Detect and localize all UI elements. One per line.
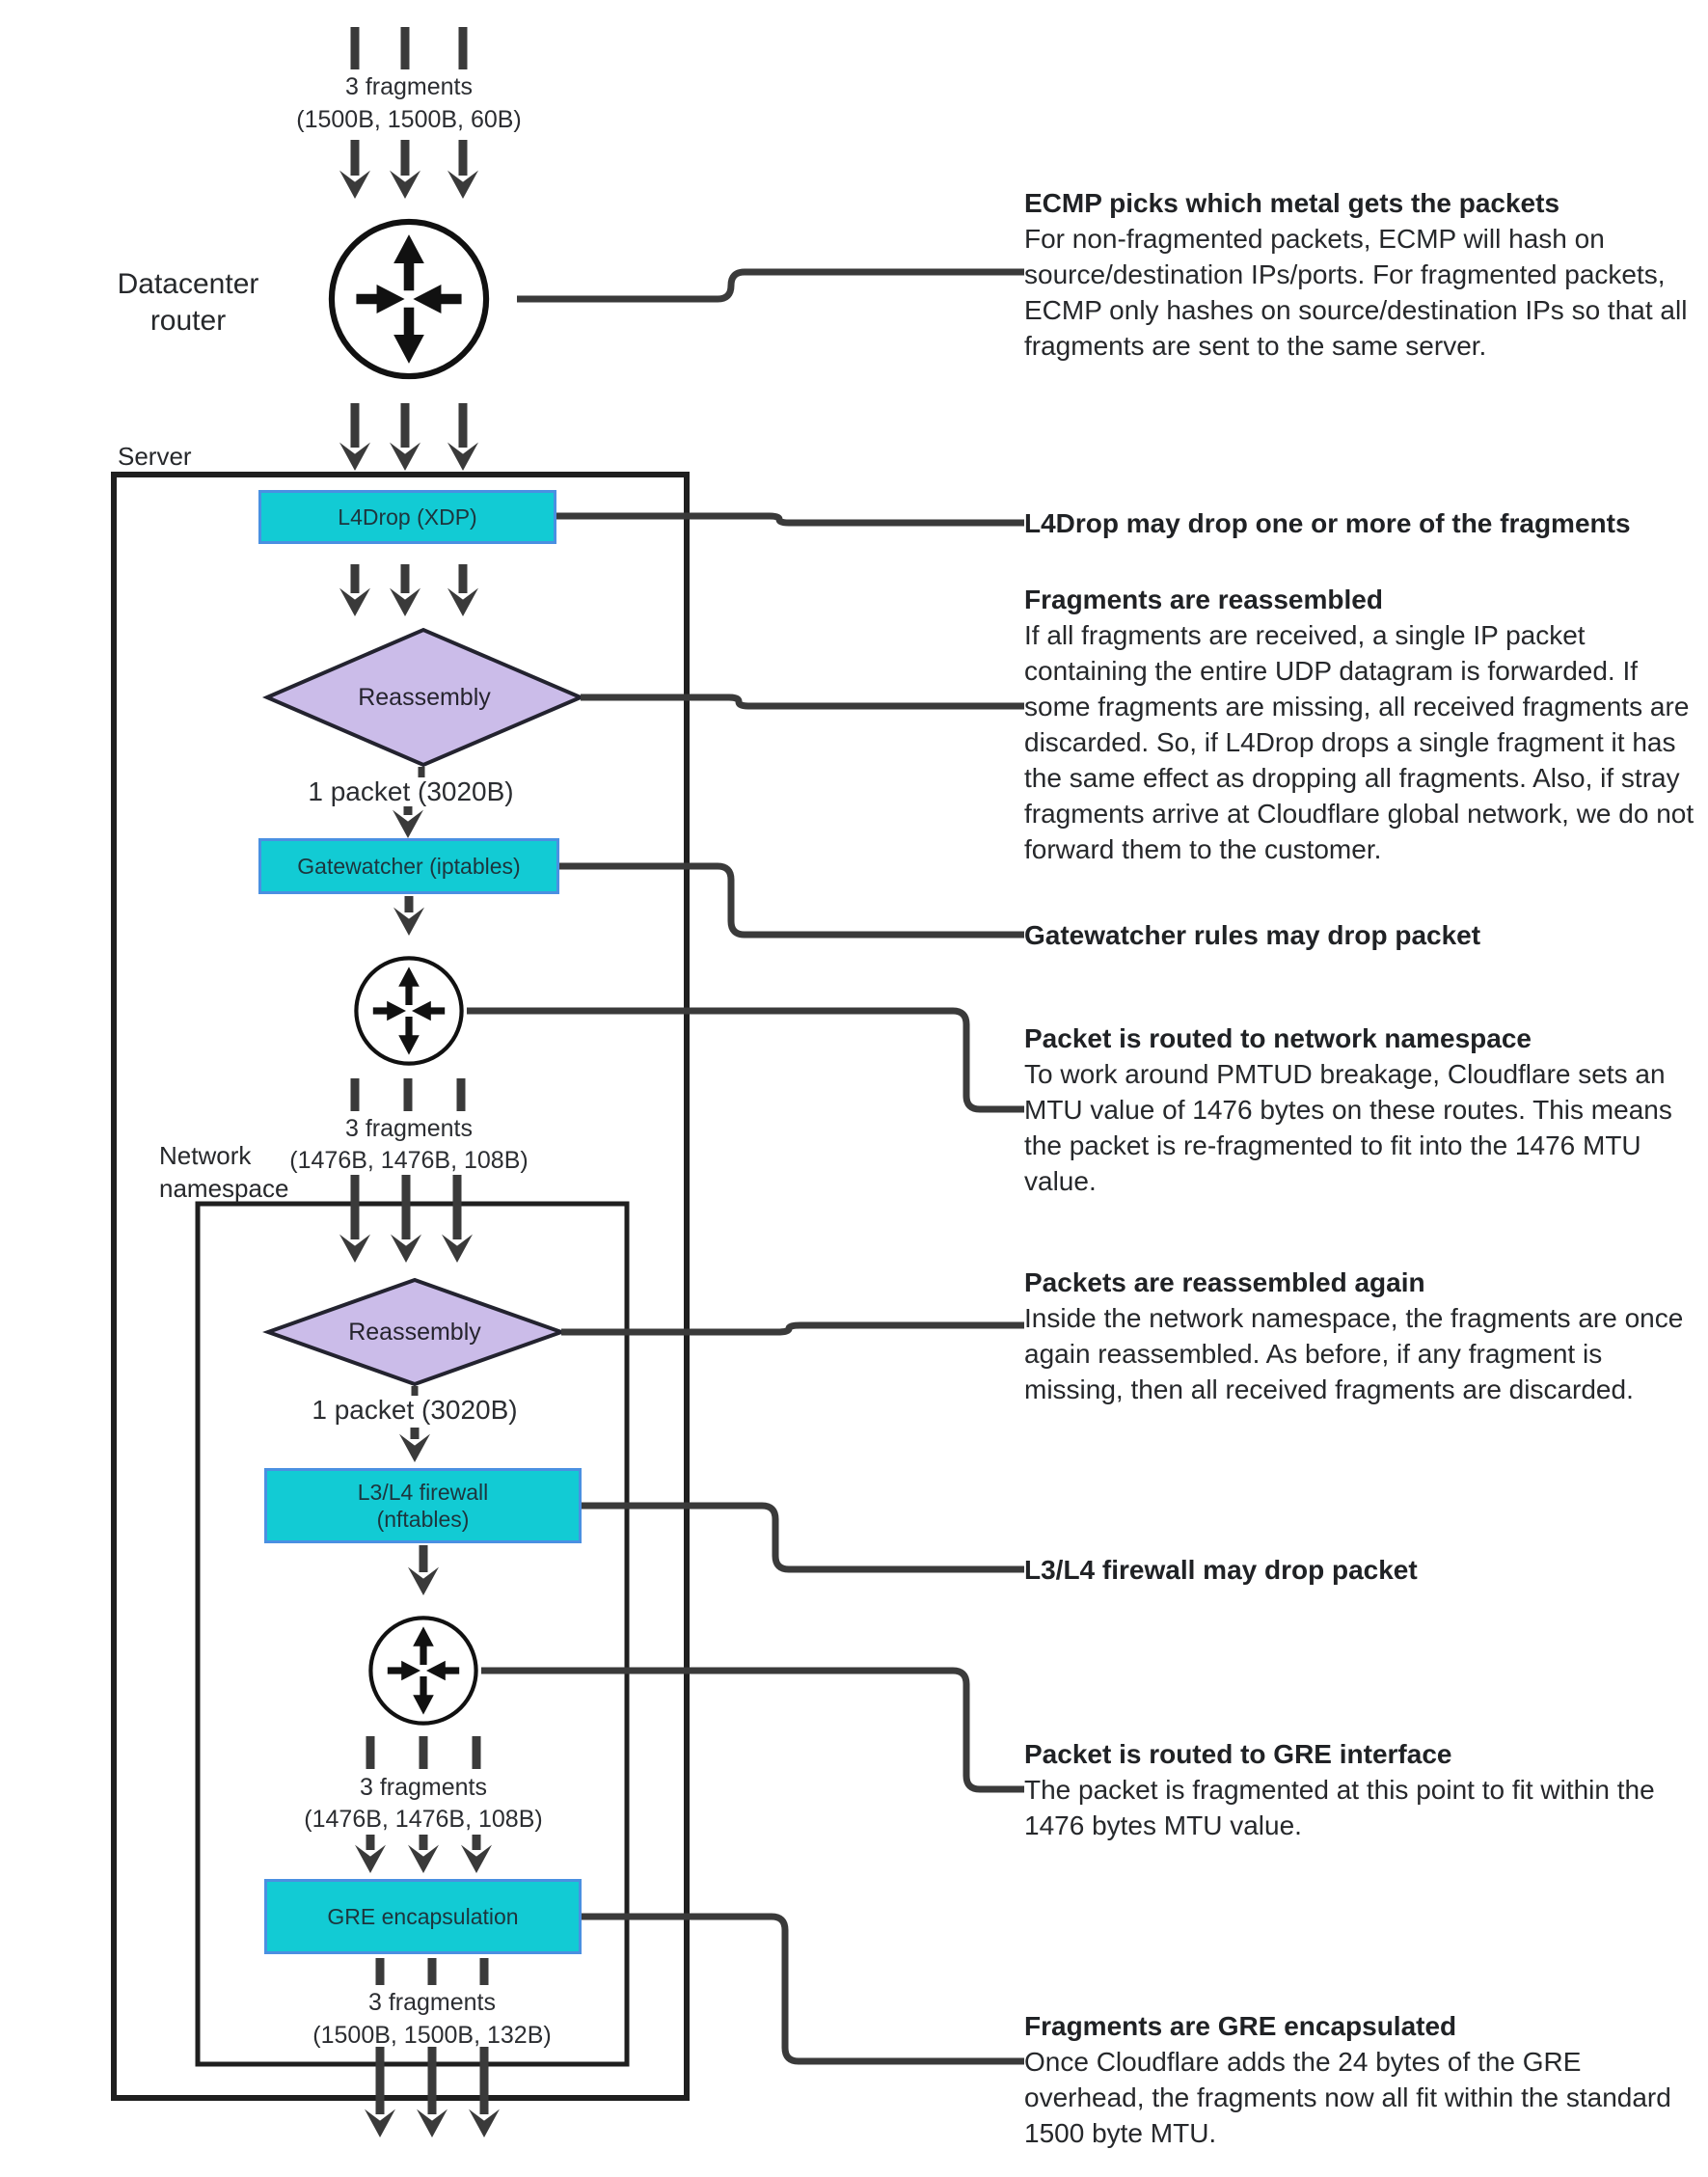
annotation-heading-gre-encapsulated: Fragments are GRE encapsulated	[1024, 2011, 1457, 2041]
connector-reassembly2	[561, 1325, 1024, 1332]
annotation-heading-ecmp: ECMP picks which metal gets the packets	[1024, 188, 1560, 218]
datacenter-router-line2: router	[149, 305, 227, 337]
fragment-dashes-bottom	[380, 1958, 484, 1985]
network-namespace-line2: namespace	[159, 1174, 289, 1203]
l3l4-firewall-line1: L3/L4 firewall	[357, 1480, 489, 1505]
annotation-body-reassembled: If all fragments are received, a single IP packet containing the entire UDP datagram is forwarded. If some fragments are missing, all received fragments are discarded. So, if L4Drop drops a single fragment it has the same effect as dropping all fragments. Also, if stray fragments arrive at Cloudflare global network, we do not forward them to the customer.	[1024, 620, 1694, 864]
connector-route-namespace	[467, 1011, 1024, 1109]
annotation-heading-reassembled-again: Packets are reassembled again	[1024, 1267, 1425, 1297]
fragment-count-label: 3 fragments	[344, 1115, 474, 1142]
annotation-heading-gatewatcher: Gatewatcher rules may drop packet	[1024, 920, 1481, 950]
reassembly-label-1: Reassembly	[358, 684, 491, 711]
annotation-heading-reassembled: Fragments are reassembled	[1024, 585, 1383, 614]
fragment-sizes-label: (1500B, 1500B, 60B)	[296, 106, 522, 133]
router-icon	[356, 958, 461, 1063]
fragment-dashes-top	[355, 27, 463, 69]
flow-arrows-l4drop-to-reassembly	[355, 564, 463, 593]
fragment-count-label: 3 fragments	[359, 1774, 488, 1801]
connector-gatewatcher	[559, 866, 1024, 935]
gre-encapsulation-label: GRE encapsulation	[327, 1904, 519, 1929]
connector-firewall	[582, 1506, 1024, 1569]
connector-l4drop	[556, 516, 1024, 523]
annotation-heading-l4drop: L4Drop may drop one or more of the fragments	[1024, 508, 1631, 538]
connector-reassembly1	[581, 697, 1024, 706]
connector-route-gre	[481, 1671, 1024, 1789]
router-icon	[370, 1618, 475, 1723]
connector-gre	[582, 1917, 1024, 2061]
annotation-body-reassembled-again: Inside the network namespace, the fragments are once again reassembled. As before, if any fragment is missing, then all received fragments are discarded.	[1024, 1303, 1684, 1404]
connector-ecmp	[517, 272, 1024, 299]
annotation-heading-firewall: L3/L4 firewall may drop packet	[1024, 1555, 1418, 1585]
network-namespace-label	[159, 1139, 288, 1205]
flow-arrows-into-gre	[370, 1835, 476, 1850]
annotation-body-routed-namespace: To work around PMTUD breakage, Cloudflare sets an MTU value of 1476 bytes on these routes. This means the packet is re-fragmented to fit into the 1476 MTU value.	[1024, 1059, 1672, 1196]
l4drop-label: L4Drop (XDP)	[338, 504, 477, 530]
annotation-heading-routed-namespace: Packet is routed to network namespace	[1024, 1023, 1532, 1053]
router-icon	[332, 222, 486, 376]
fragment-dashes-mid	[355, 1078, 461, 1111]
flow-arrows-into-server	[355, 403, 463, 448]
reassembly-label-2: Reassembly	[348, 1319, 481, 1346]
network-namespace-line1: Network	[159, 1141, 252, 1170]
flow-arrows-out	[380, 2047, 484, 2114]
gatewatcher-label: Gatewatcher (iptables)	[297, 854, 521, 879]
annotation-body-ecmp: For non-fragmented packets, ECMP will hash on source/destination IPs/ports. For fragmented packets, ECMP only hashes on source/destination IPs so that all fragments are sent to the same server.	[1024, 224, 1688, 361]
fragment-dashes-gre	[370, 1736, 476, 1769]
flow-arrows-into-router	[355, 140, 463, 176]
gatewatcher-box	[258, 838, 559, 894]
fragment-count-label: 3 fragments	[367, 1989, 497, 2016]
packet-label-2: 1 packet (3020B)	[312, 1395, 518, 1425]
packet-label-1: 1 packet (3020B)	[308, 776, 514, 806]
datacenter-router-line1: Datacenter	[117, 268, 259, 300]
fragment-count-label: 3 fragments	[344, 73, 474, 100]
annotation-body-gre-encapsulated: Once Cloudflare adds the 24 bytes of the GRE overhead, the fragments now all fit within the standard 1500 byte MTU.	[1024, 2047, 1671, 2148]
fragment-sizes-label: (1500B, 1500B, 132B)	[312, 2022, 552, 2049]
fragment-sizes-label: (1476B, 1476B, 108B)	[304, 1806, 543, 1833]
server-label: Server	[118, 442, 192, 471]
l3l4-firewall-box	[264, 1468, 582, 1543]
annotation-body-routed-gre: The packet is fragmented at this point to fit within the 1476 bytes MTU value.	[1024, 1775, 1655, 1840]
datacenter-router-label	[82, 266, 294, 340]
fragment-sizes-label: (1476B, 1476B, 108B)	[289, 1147, 529, 1174]
l3l4-firewall-line2: (nftables)	[376, 1507, 470, 1532]
flow-arrows-into-namespace	[355, 1175, 457, 1239]
gre-encapsulation-box	[264, 1879, 582, 1954]
l4drop-box	[258, 490, 556, 544]
annotation-heading-routed-gre: Packet is routed to GRE interface	[1024, 1739, 1452, 1769]
